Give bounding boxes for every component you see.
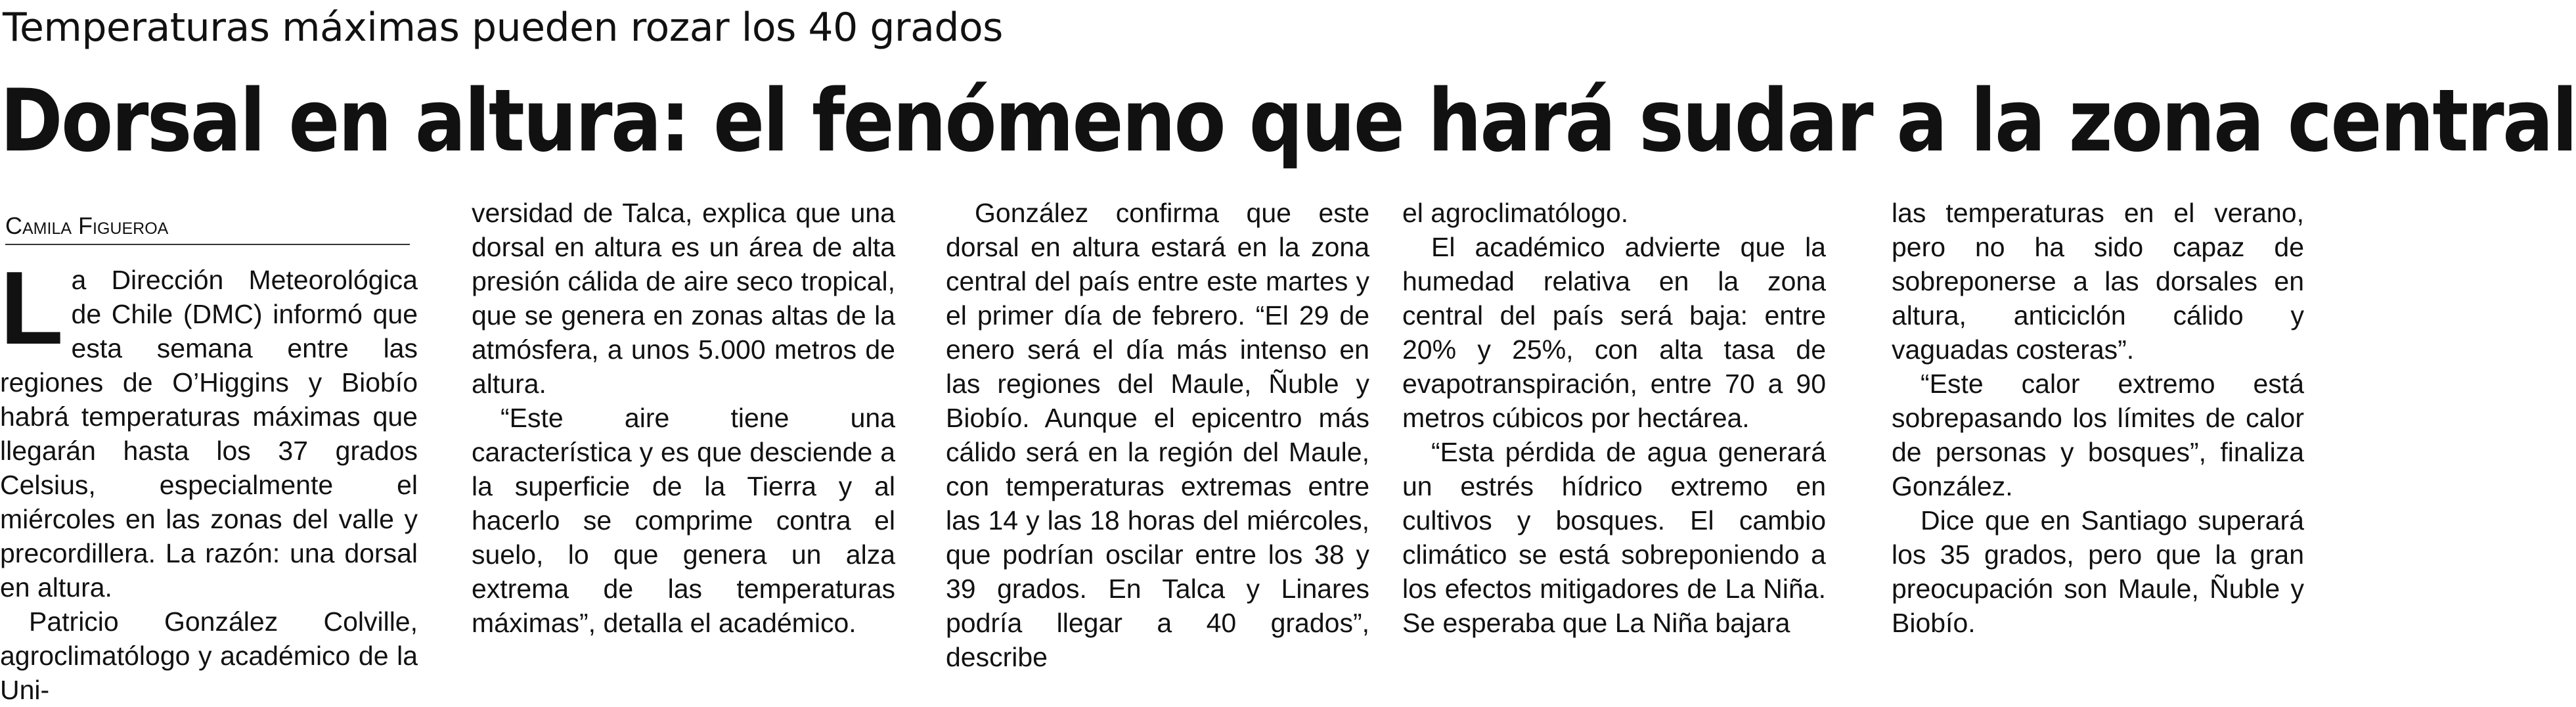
paragraph: González confirma que este dorsal en altura estará en la zona central del país entre este martes y el primer día de febrero. “El 29 de enero será el día más intenso en las regiones del Maule, Ñuble y Biobío. Aunque el epicentro más cálido será en la región del Maule, con temperaturas extremas entre las 14 y las 18 horas del miércoles, que podrían oscilar entre los 38 y 39 grados. En Talca y Linares podría llegar a 40 grados”, describe <box>946 198 1369 672</box>
paragraph: Patricio González Colville, agroclimatólogo y académico de la Uni- <box>0 606 418 705</box>
paragraph: las temperaturas en el verano, pero no ha sido capaz de sobreponerse a las dorsales en altura, anticiclón cálido y vaguadas costeras”. <box>1892 198 2304 365</box>
column-4 <box>1402 196 1826 640</box>
paragraph: El académico advierte que la humedad relativa en la zona central del país será baja: entre 20% y 25%, con alta tasa de evapotranspiración, entre 70 a 90 metros cúbicos por hectárea. <box>1402 232 1826 433</box>
paragraph: “Este calor extremo está sobrepasando los límites de calor de personas y bosques”, finaliza González. <box>1892 369 2304 501</box>
byline: Camila Figueroa <box>5 212 410 245</box>
paragraph: “Este aire tiene una característica y es que desciende a la superficie de la Tierra y al hacerlo se comprime contra el suelo, lo que genera un alza extrema de las temperaturas máximas”, detalla el académico. <box>472 403 895 638</box>
kicker: Temperaturas máximas pueden rozar los 40 grados <box>3 5 1003 51</box>
column-1 <box>0 250 418 707</box>
paragraph: La Dirección Meteorológica de Chile (DMC) informó que esta semana entre las regiones de O’Higgins y Biobío habrá temperaturas máximas que llegarán hasta los 37 grados Celsius, especialmente el miércoles en las zonas del valle y precordillera. La razón: una dorsal en altura. <box>0 250 418 603</box>
paragraph: “Esta pérdida de agua generará un estrés hídrico extremo en cultivos y bosques. El cambio climático se está sobreponiendo a los efectos mitigadores de La Niña. Se esperaba que La Niña bajara <box>1402 437 1826 638</box>
column-5 <box>1892 196 2304 640</box>
paragraph: el agroclimatólogo. <box>1402 198 1629 228</box>
paragraph: versidad de Talca, explica que una dorsal en altura es un área de alta presión cálida de aire seco tropical, que se genera en zonas altas de la atmósfera, a unos 5.000 metros de altura. <box>472 198 895 399</box>
paragraph: Dice que en Santiago superará los 35 grados, pero que la gran preocupación son Maule, Ñuble y Biobío. <box>1892 505 2304 638</box>
column-2 <box>472 196 895 640</box>
headline: Dorsal en altura: el fenómeno que hará sudar a la zona central <box>0 70 2576 171</box>
column-3 <box>946 196 1369 674</box>
